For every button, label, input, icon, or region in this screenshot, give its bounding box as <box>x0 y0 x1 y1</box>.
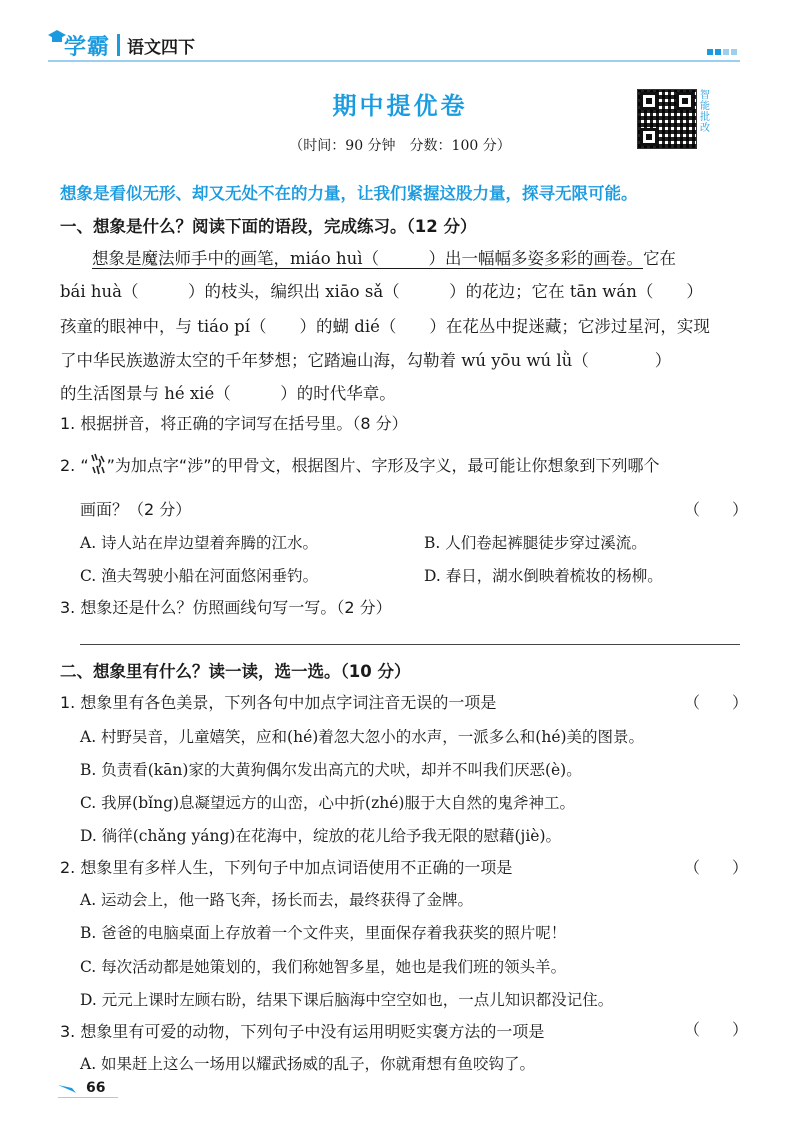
s2-question-3: 3. 想象里有可爱的动物，下列句子中没有运用明贬实褒方法的一项是 <box>60 1022 545 1041</box>
qr-label: 智能批改 <box>700 90 710 134</box>
header-decoration <box>705 40 737 59</box>
page-title: 期中提优卷 <box>332 92 468 120</box>
s2-q1-option-a[interactable]: A. 村野吴音，儿童嬉笑，应和(hé)着忽大忽小的水声，一派多么和(hé)美的图景。 <box>80 728 645 746</box>
passage-line-4: 了中华民族遨游太空的千年梦想；它踏遍山海，勾勒着 wú yōu wú lǜ（ ） <box>60 351 672 370</box>
s2-question-2: 2. 想象里有多样人生，下列句子中加点词语使用不正确的一项是 <box>60 858 513 877</box>
subject-label: 语文四下 <box>127 38 195 58</box>
passage-tail: 它在 <box>642 249 676 268</box>
s1-q2-option-b[interactable]: B. 人们卷起裤腿徒步穿过溪流。 <box>424 534 647 552</box>
q2-prefix: 2. “ <box>60 456 89 475</box>
s1-question-3: 3. 想象还是什么？仿照画线句写一写。（2 分） <box>60 598 392 617</box>
s2-q1-answer-paren[interactable]: （ ） <box>684 693 749 712</box>
s2-q2-answer-paren[interactable]: （ ） <box>684 858 749 877</box>
page-number: 66 <box>86 1080 106 1096</box>
s1-question-1: 1. 根据拼音，将正确的字词写在括号里。（8 分） <box>60 414 408 433</box>
pencil-icon <box>58 1083 76 1093</box>
s2-q2-option-b[interactable]: B. 爸爸的电脑桌面上存放着一个文件夹，里面保存着我获奖的照片呢！ <box>80 924 567 942</box>
section2-heading: 二、想象里有什么？读一读，选一选。（10 分） <box>60 662 411 681</box>
passage-line-3: 孩童的眼神中，与 tiáo pí（ ）的蝴 dié（ ）在花丛中捉迷藏；它涉过星河，实现 <box>60 317 710 336</box>
s2-q1-option-c[interactable]: C. 我屏(bǐng)息凝望远方的山峦，心中折(zhé)服于大自然的鬼斧神工。 <box>80 794 575 812</box>
s2-q3-option-a[interactable]: A. 如果赶上这么一场用以耀武扬威的乱子，你就甭想有鱼咬钩了。 <box>80 1055 536 1073</box>
s2-q1-option-d[interactable]: D. 徜徉(chǎng yáng)在花海中，绽放的花儿给予我无限的慰藉(jiè)。 <box>80 827 561 845</box>
s2-q2-option-a[interactable]: A. 运动会上，他一路飞奔，扬长而去，最终获得了金牌。 <box>80 891 474 909</box>
header-divider <box>48 60 740 62</box>
q2-text: ”为加点字“涉”的甲骨文，根据图片、字形及字义，最可能让你想象到下列哪个 <box>106 456 660 475</box>
s1-q2-option-a[interactable]: A. 诗人站在岸边望着奔腾的江水。 <box>80 534 319 552</box>
s2-question-1: 1. 想象里有各色美景，下列各句中加点字词注音无误的一项是 <box>60 693 497 712</box>
footer-divider <box>58 1097 118 1098</box>
brand-divider <box>117 34 120 56</box>
s1-question-2 <box>60 453 660 476</box>
qr-code-icon[interactable] <box>637 89 697 149</box>
s1-q2-option-c[interactable]: C. 渔夫驾驶小船在河面悠闲垂钓。 <box>80 567 319 585</box>
passage-line-1 <box>92 245 676 269</box>
passage-underlined: 想象是魔法师手中的画笔，miáo huì（ ）出一幅幅多姿多彩的画卷。 <box>92 249 643 268</box>
brand-logo <box>48 28 120 58</box>
passage-line-2: bái huà（ ）的枝头，编织出 xiāo sǎ（ ）的花边；它在 tān wán（ ） <box>60 282 703 301</box>
s2-q3-answer-paren[interactable]: （ ） <box>684 1020 749 1039</box>
exam-info: （时间：90 分钟 分数：100 分） <box>289 138 511 154</box>
intro-text: 想象是看似无形、却又无处不在的力量，让我们紧握这股力量，探寻无限可能。 <box>60 184 638 203</box>
s2-q2-option-d[interactable]: D. 元元上课时左顾右盼，结果下课后脑海中空空如也，一点儿知识都没记住。 <box>80 991 614 1009</box>
brand-name: 学霸 <box>64 35 111 60</box>
s2-q2-option-c[interactable]: C. 每次活动都是她策划的，我们称她智多星，她也是我们班的领头羊。 <box>80 958 567 976</box>
s1-q2-answer-paren[interactable]: （ ） <box>684 500 749 519</box>
s2-q1-option-b[interactable]: B. 负责看(kān)家的大黄狗偶尔发出高亢的犬吠，却并不叫我们厌恶(è)。 <box>80 761 582 779</box>
section1-heading: 一、想象是什么？阅读下面的语段，完成练习。（12 分） <box>60 217 477 236</box>
oracle-bone-glyph-icon <box>89 453 107 475</box>
s1-question-2-cont: 画面？（2 分） <box>80 500 192 519</box>
answer-write-line[interactable] <box>80 644 740 645</box>
s1-q2-option-d[interactable]: D. 春日，湖水倒映着梳妆的杨柳。 <box>424 567 663 585</box>
passage-line-5: 的生活图景与 hé xié（ ）的时代华章。 <box>60 384 396 403</box>
